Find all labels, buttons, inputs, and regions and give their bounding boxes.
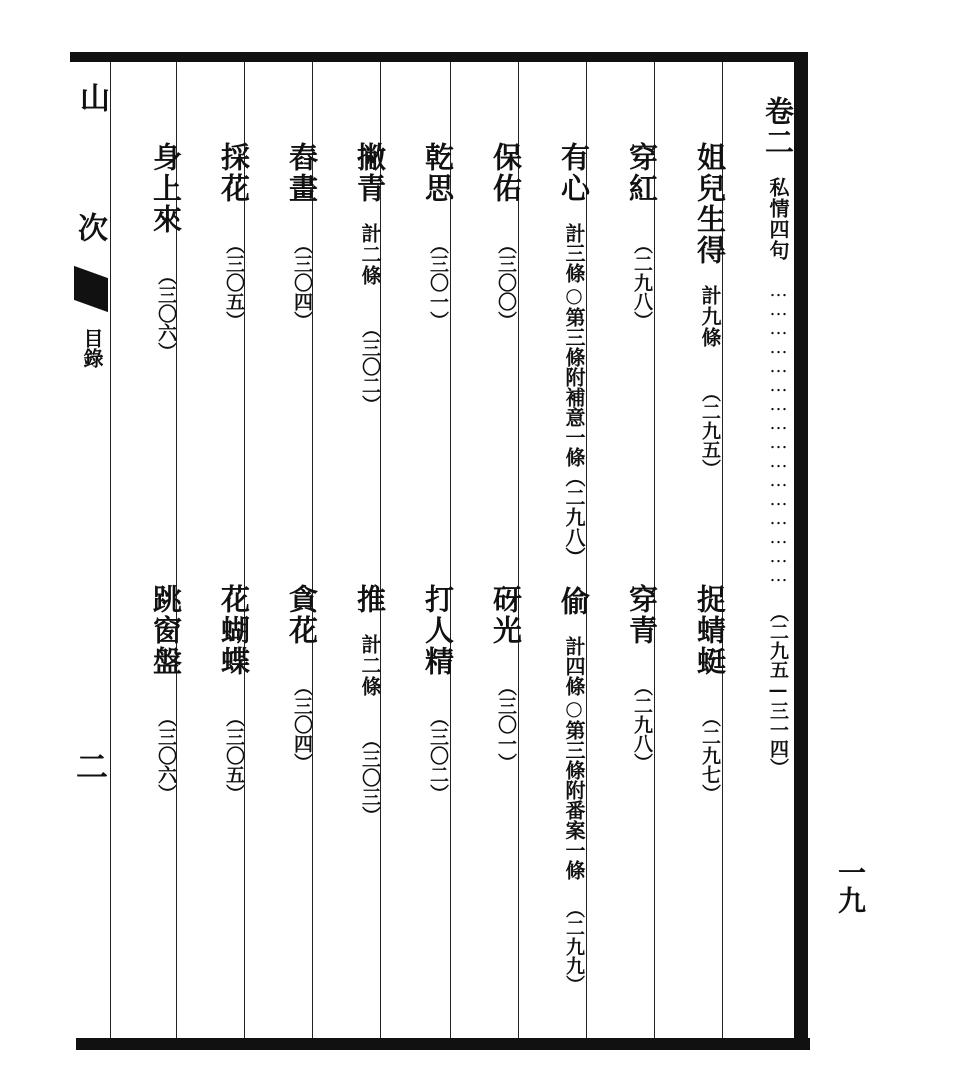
entry-title: 保佑: [489, 142, 523, 204]
entry-page: （二九八）: [631, 677, 653, 772]
entry-page: （三〇六）: [155, 266, 177, 361]
entry-page: （二九九）: [563, 899, 585, 994]
page-folio-number: 一九: [834, 858, 867, 914]
toc-entry: [464, 584, 523, 772]
toc-entry: [124, 584, 183, 803]
entry-page: （三〇一）: [427, 235, 449, 330]
entry-page: （三〇六）: [155, 708, 177, 803]
entry-page: （三〇二）: [359, 319, 381, 414]
entry-note: 計九條: [698, 285, 722, 348]
entry-title: 打人精: [421, 584, 455, 677]
toc-entry: [600, 142, 659, 330]
toc-entry: [532, 142, 591, 994]
volume-title: 卷二: [761, 96, 795, 158]
toc-entry: [668, 142, 727, 478]
entry-page: （三〇〇）: [495, 235, 517, 330]
entry-title: 穿青: [625, 584, 659, 646]
toc-entry: [396, 142, 455, 330]
toc-entry: [668, 584, 727, 803]
entry-page: （三〇二）: [427, 708, 449, 803]
spine-label: 目錄: [80, 328, 104, 368]
toc-entry: [328, 584, 387, 825]
toc-entry: [192, 142, 251, 330]
volume-subtitle: 私情四句: [766, 177, 790, 261]
leader-dots: …………………………………………: [768, 280, 789, 584]
frame-bottom-border: [76, 1038, 810, 1050]
entry-page: （三〇四）: [291, 677, 313, 772]
entry-note: 計三條○第三條附補意一條（二九八）: [562, 223, 586, 567]
spine-fishtail-mark: [74, 266, 108, 312]
entry-title: 跳窗盤: [149, 584, 183, 677]
entry-note: 計二條: [358, 634, 382, 697]
entry-title: 姐兒生得: [693, 142, 727, 266]
toc-entry: [464, 142, 523, 330]
volume-page-range: （二九五—三一四）: [767, 603, 789, 777]
entry-title: 推: [353, 584, 387, 615]
volume-header: [736, 96, 795, 1026]
entry-page: （二九八）: [631, 235, 653, 330]
spine-mid-char: 次: [72, 212, 107, 242]
entry-title: 採花: [217, 142, 251, 204]
spine-top-char: 山: [74, 82, 109, 112]
entry-page: （三〇四）: [291, 235, 313, 330]
frame-right-border: [794, 52, 808, 1050]
entry-title: 身上來: [149, 142, 183, 235]
entry-title: 偷: [557, 586, 591, 617]
entry-title: 砑光: [489, 584, 523, 646]
toc-entry: [600, 584, 659, 772]
entry-title: 舂畫: [285, 142, 319, 204]
entry-title: 貪花: [285, 584, 319, 646]
entry-title: 撇青: [353, 142, 387, 204]
entry-title: 花蝴蝶: [217, 584, 251, 677]
entry-title: 捉蜻蜓: [693, 584, 727, 677]
entry-page: （三〇三）: [359, 730, 381, 825]
entry-title: 乾思: [421, 142, 455, 204]
toc-entry: [260, 584, 319, 772]
entry-title: 有心: [557, 142, 591, 204]
entry-title: 穿紅: [625, 142, 659, 204]
toc-entry: [124, 142, 183, 361]
toc-entry: [328, 142, 387, 414]
toc-entry: [260, 142, 319, 330]
entry-page: （三〇五）: [223, 235, 245, 330]
column-rule: [110, 62, 111, 1038]
entry-page: （三〇一）: [495, 677, 517, 772]
frame-top-border: [70, 52, 808, 62]
spine-number: 二: [71, 750, 109, 782]
entry-page: （二九七）: [699, 708, 721, 803]
toc-entry: [396, 584, 455, 803]
entry-page: （二九五）: [699, 383, 721, 478]
entry-note: 計二條: [358, 223, 382, 286]
entry-note: 計四條○第三條附番案一條: [562, 636, 586, 880]
entry-page: （三〇五）: [223, 708, 245, 803]
toc-entry: [192, 584, 251, 803]
